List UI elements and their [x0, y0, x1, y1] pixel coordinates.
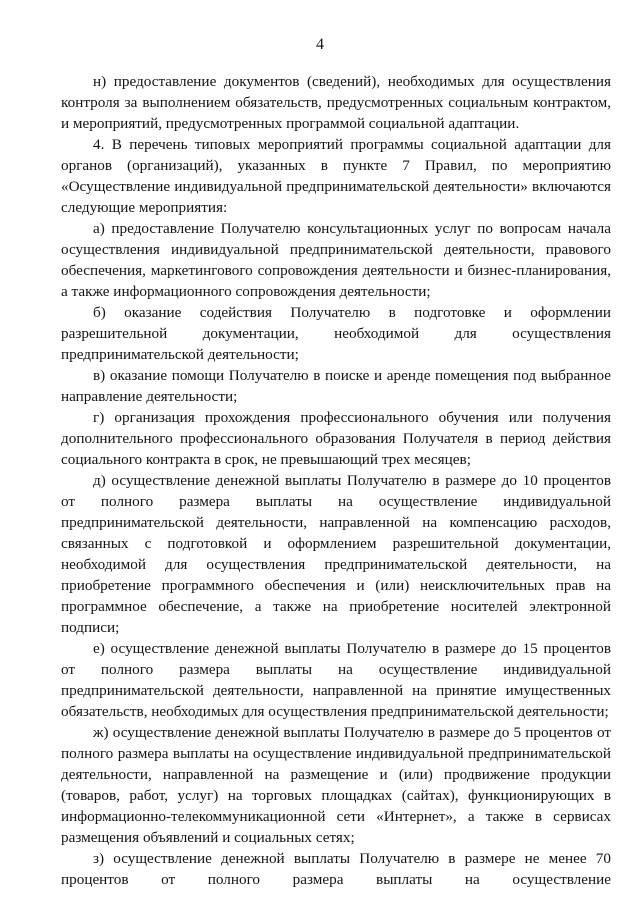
paragraph-b: б) оказание содействия Получателю в подготовке и оформлении разрешительной документации, необходимой для осуществления предпринимательской деятельности;: [61, 304, 611, 363]
page-number: 4: [316, 36, 324, 53]
paragraph-n: н) предоставление документов (сведений), необходимых для осуществления контроля за выполнением обязательств, предусмотренных социальным контрактом, и мероприятий, предусмотренных программой социальной адаптации.: [61, 73, 611, 132]
paragraph-4: 4. В перечень типовых мероприятий программы социальной адаптации для органов (организаций), указанных в пункте 7 Правил, по мероприятию «Осуществление индивидуальной предпринимательской деятельности» включаются следующие мероприятия:: [61, 136, 611, 216]
paragraph-z: з) осуществление денежной выплаты Получателю в размере не менее 70 процентов от полного размера выплаты на осуществление: [61, 850, 611, 888]
document-body: [61, 71, 611, 890]
paragraph-e: е) осуществление денежной выплаты Получателю в размере до 15 процентов от полного размера выплаты на осуществление индивидуальной предпринимательской деятельности, направленной на принятие имущественных обязательств, необходимых для осуществления предпринимательской деятельности;: [61, 640, 611, 720]
paragraph-d: д) осуществление денежной выплаты Получателю в размере до 10 процентов от полного размера выплаты на осуществление индивидуальной предпринимательской деятельности, направленной на компенсацию расходов, связанных с подготовкой и оформлением разрешительной документации, необходимой для осуществления предпринимательской деятельности, на приобретение программного обеспечения и (или) неисключительных прав на программное обеспечение, а также на приобретение носителей электронной подписи;: [61, 472, 611, 636]
paragraph-v: в) оказание помощи Получателю в поиске и аренде помещения под выбранное направление деятельности;: [61, 367, 611, 405]
paragraph-a: а) предоставление Получателю консультационных услуг по вопросам начала осуществления индивидуальной предпринимательской деятельности, правового обеспечения, маркетингового сопровождения деятельности и бизнес-планирования, а также информационного сопровождения деятельности;: [61, 220, 611, 300]
paragraph-zh: ж) осуществление денежной выплаты Получателю в размере до 5 процентов от полного размера выплаты на осуществление индивидуальной предпринимательской деятельности, направленной на размещение и (или) продвижение продукции (товаров, работ, услуг) на торговых площадках (сайтах), функционирующих в информационно-телекоммуникационной сети «Интернет», а также в сервисах размещения объявлений и социальных сетях;: [61, 724, 611, 846]
paragraph-g: г) организация прохождения профессионального обучения или получения дополнительного профессионального образования Получателя в период действия социального контракта в срок, не превышающий трех месяцев;: [61, 409, 611, 468]
